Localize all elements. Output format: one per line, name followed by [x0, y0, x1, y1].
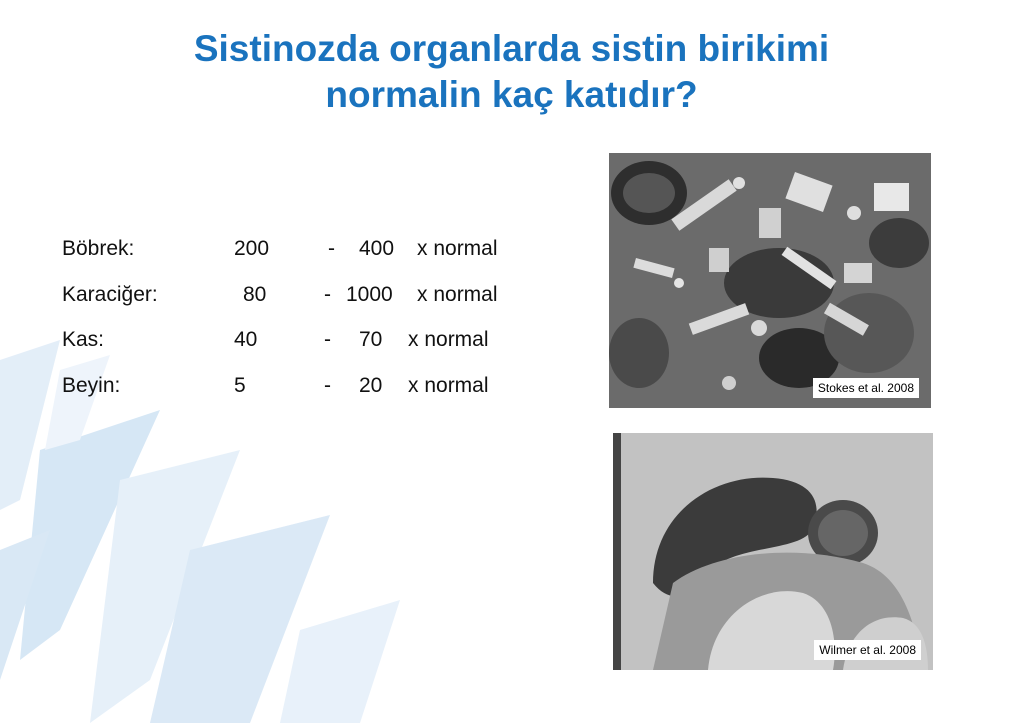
slide-title	[60, 26, 963, 118]
organ-label: Kas:	[62, 328, 105, 351]
organ-label: Karaciğer:	[62, 283, 158, 306]
range-high: 1000	[346, 283, 393, 306]
range-unit: x normal	[408, 374, 489, 397]
range-high: 70	[359, 328, 383, 351]
range-dash: -	[324, 328, 331, 351]
title-line-1: Sistinozda organlarda sistin birikimi	[193, 28, 830, 69]
figure-caption-bottom: Wilmer et al. 2008	[814, 640, 921, 660]
range-dash: -	[324, 374, 331, 397]
range-high: 400	[359, 237, 395, 260]
range-low: 5	[234, 374, 246, 397]
figure-caption-top: Stokes et al. 2008	[813, 378, 919, 398]
organ-label: Beyin:	[62, 374, 121, 397]
micrograph-top	[609, 153, 931, 408]
range-dash: -	[328, 237, 335, 260]
range-unit: x normal	[417, 283, 498, 306]
range-unit: x normal	[417, 237, 498, 260]
range-dash: -	[324, 283, 331, 306]
micrograph-bottom	[613, 433, 933, 670]
background-decoration	[0, 300, 420, 723]
title-line-2: normalin kaç katıdır?	[325, 74, 698, 115]
organ-label: Böbrek:	[62, 237, 135, 260]
range-unit: x normal	[408, 328, 489, 351]
range-low: 200	[234, 237, 270, 260]
range-low: 80	[243, 283, 267, 306]
range-high: 20	[359, 374, 383, 397]
range-low: 40	[234, 328, 258, 351]
